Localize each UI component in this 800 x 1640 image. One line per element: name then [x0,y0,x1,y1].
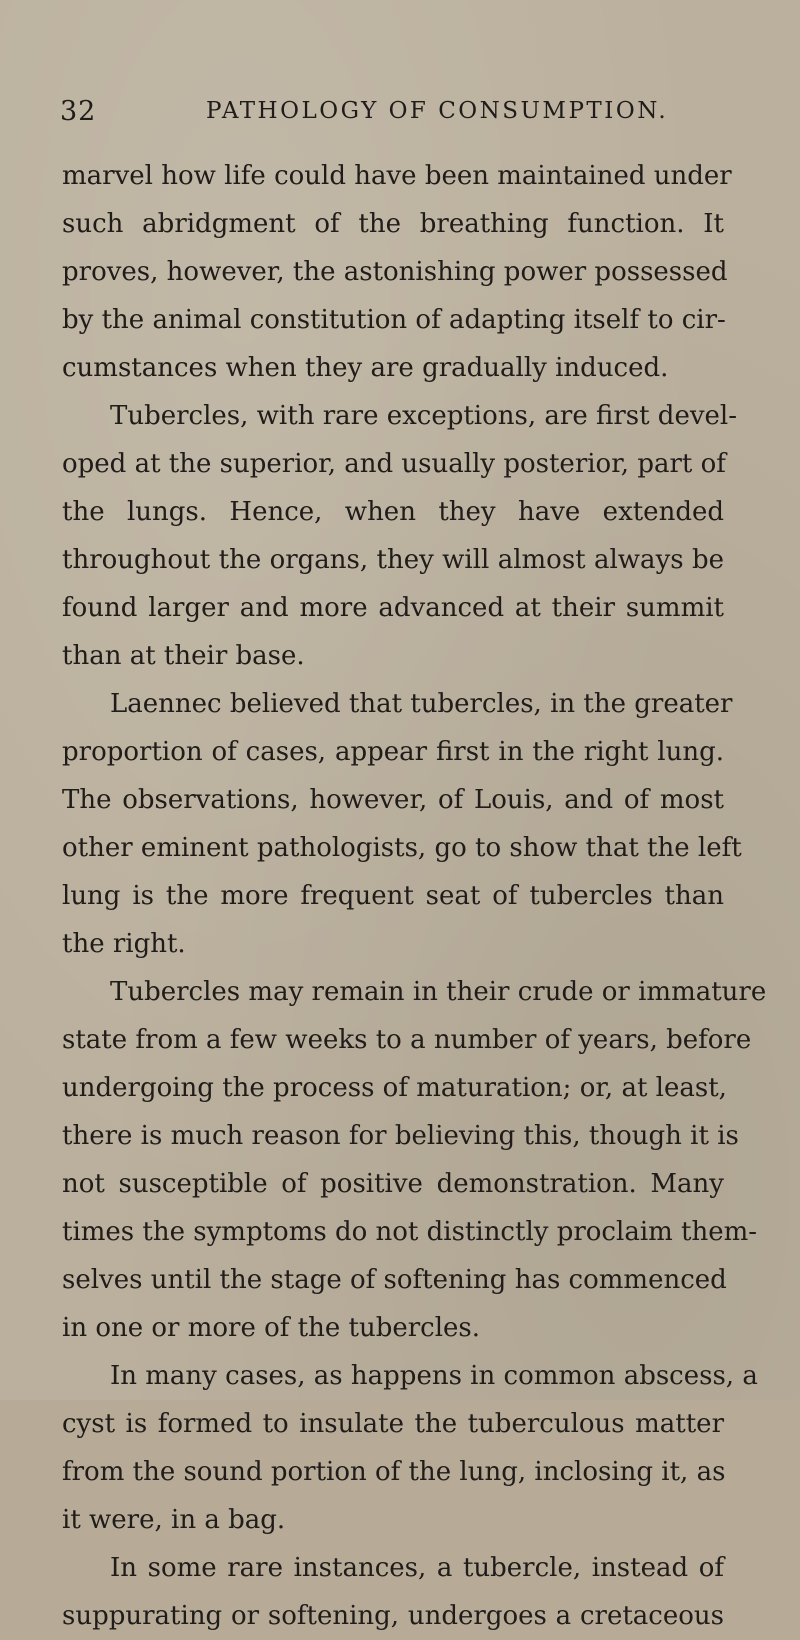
paragraph [62,152,732,392]
text-line: found larger and more advanced at their summit [62,593,724,623]
text-line: throughout the organs, they will almost always be [62,545,724,575]
text-line: Tubercles may remain in their crude or immature [110,977,767,1007]
text-line: marvel how life could have been maintained under [62,161,732,191]
text-line: cumstances when they are gradually induced. [62,353,669,383]
text-line: it were, in a bag. [62,1505,286,1535]
running-title: PATHOLOGY OF CONSUMPTION. [206,98,669,124]
text-line: proportion of cases, appear first in the right lung. [62,737,724,767]
text-line: selves until the stage of softening has commenced [62,1265,727,1295]
text-line: from the sound portion of the lung, inclosing it, as [62,1457,726,1487]
text-line: than at their base. [62,641,305,671]
text-line: suppurating or softening, undergoes a cretaceous [62,1601,724,1631]
paragraph [62,392,738,680]
text-line: times the symptoms do not distinctly proclaim them- [62,1217,758,1247]
page-number: 32 [60,96,97,127]
page-header [60,96,760,136]
paragraph [62,968,767,1352]
text-line: The observations, however, of Louis, and of most [62,785,724,815]
paragraph [62,1352,758,1544]
text-line: cyst is formed to insulate the tuberculous matter [62,1409,724,1439]
text-line: Laennec believed that tubercles, in the greater [110,689,733,719]
text-line: there is much reason for believing this, though it is [62,1121,739,1151]
paragraph [62,1544,724,1640]
text-line: other eminent pathologists, go to show that the left [62,833,742,863]
text-line: oped at the superior, and usually posterior, part of [62,449,726,479]
text-line: the lungs. Hence, when they have extended [62,497,724,527]
text-line: not susceptible of positive demonstration. Many [62,1169,724,1199]
text-line: by the animal constitution of adapting itself to cir- [62,305,726,335]
text-line: state from a few weeks to a number of years, before [62,1025,752,1055]
text-line: in one or more of the tubercles. [62,1313,481,1343]
text-line: In many cases, as happens in common abscess, a [110,1361,758,1391]
text-line: proves, however, the astonishing power possessed [62,257,728,287]
paragraph [62,680,742,968]
text-line: such abridgment of the breathing function. It [62,209,724,239]
text-line: the right. [62,929,186,959]
text-line: lung is the more frequent seat of tubercles than [62,881,724,911]
text-line: Tubercles, with rare exceptions, are first devel- [110,401,738,431]
body-text [62,152,767,1640]
text-line: In some rare instances, a tubercle, instead of [110,1553,724,1583]
text-line: undergoing the process of maturation; or, at least, [62,1073,727,1103]
